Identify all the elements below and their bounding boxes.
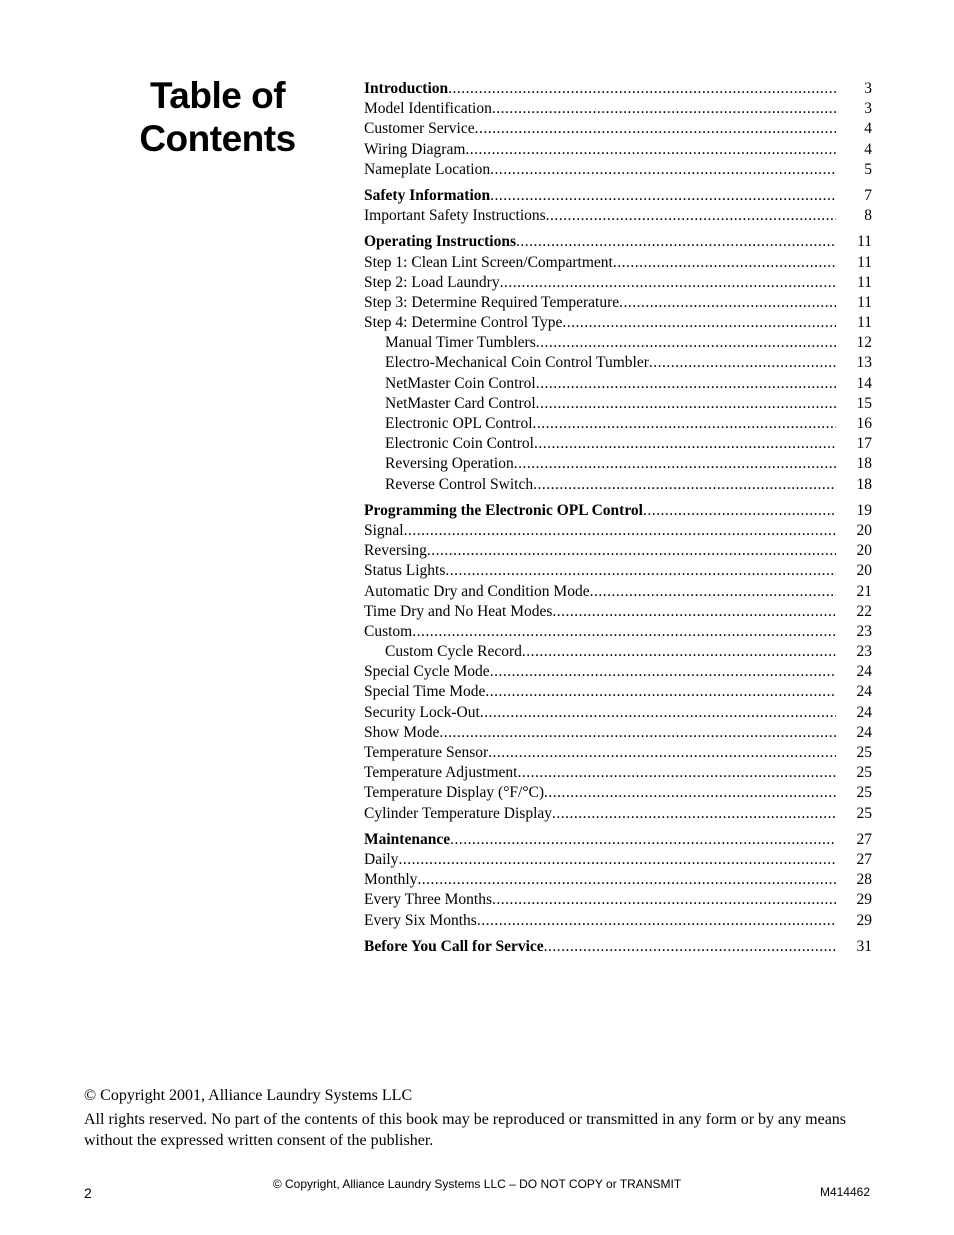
toc-entry[interactable] [364,353,872,373]
toc-entry-label: Customer Service [364,120,475,138]
page-title-line2: Contents [139,118,296,159]
toc-entry-page: 18 [856,475,872,493]
dot-leader [465,140,836,160]
toc-entry-page: 20 [856,542,872,560]
toc-entry-page: 24 [856,703,872,721]
dot-leader [533,414,836,434]
toc-entry-label: Special Cycle Mode [364,663,490,681]
toc-entry-label: NetMaster Card Control [385,394,536,412]
dot-leader [533,475,836,495]
toc-entry-page: 11 [857,314,872,332]
toc-entry[interactable] [364,662,872,682]
toc-entry-label: Wiring Diagram [364,140,466,158]
toc-entry-label: Special Time Mode [364,683,486,701]
dot-leader [490,160,836,180]
toc-section-heading[interactable] [364,186,872,206]
toc-section-heading[interactable] [364,232,872,252]
dot-leader [514,454,836,474]
toc-section-heading[interactable] [364,937,872,957]
toc-entry-label: Introduction [364,80,449,97]
toc-entry-label: Step 1: Clean Lint Screen/Compartment [364,253,613,271]
toc-entry[interactable] [364,475,872,495]
toc-entry-label: Show Mode [364,723,440,741]
toc-entry[interactable] [364,253,872,273]
toc-entry[interactable] [364,434,872,454]
toc-entry-page: 4 [864,140,872,158]
toc-entry[interactable] [364,642,872,662]
dot-leader [427,541,836,561]
toc-entry-label: Cylinder Temperature Display [364,804,553,822]
dot-leader [562,313,836,333]
toc-entry[interactable] [364,521,872,541]
dot-leader [619,293,836,313]
dot-leader [488,743,836,763]
toc-entry-label: Temperature Display (°F/°C) [364,784,545,802]
toc-section-heading[interactable] [364,79,872,99]
toc-entry-page: 27 [856,850,872,868]
toc-entry[interactable] [364,723,872,743]
toc-entry[interactable] [364,541,872,561]
toc-entry-label: Monthly [364,871,418,889]
toc-entry[interactable] [364,374,872,394]
toc-entry[interactable] [364,273,872,293]
dot-leader [552,804,836,824]
dot-leader [536,333,836,353]
dot-leader [544,783,836,803]
toc-entry-label: NetMaster Coin Control [385,374,536,392]
dot-leader [613,253,836,273]
toc-entry-label: Model Identification [364,100,492,118]
toc-entry-page: 11 [857,273,872,291]
toc-entry[interactable] [364,414,872,434]
toc-entry-label: Custom Cycle Record [385,643,522,661]
toc-entry[interactable] [364,582,872,602]
toc-section [364,186,872,226]
toc-entry[interactable] [364,602,872,622]
page-title [100,74,335,160]
footer-copyright-notice: © Copyright, Alliance Laundry Systems LLC – DO NOT COPY or TRANSMIT [272,1177,682,1191]
toc-entry-label: Safety Information [364,186,491,204]
toc-entry-page: 18 [856,455,872,473]
toc-entry-page: 31 [856,937,872,955]
dot-leader [500,273,836,293]
dot-leader [439,723,836,743]
toc-entry[interactable] [364,783,872,803]
toc-entry-page: 11 [857,233,872,251]
toc-entry-label: Nameplate Location [364,160,491,178]
toc-entry[interactable] [364,763,872,783]
dot-leader [552,602,836,622]
toc-entry[interactable] [364,293,872,313]
dot-leader [492,890,836,910]
toc-entry-page: 11 [857,293,872,311]
toc-entry-page: 5 [864,160,872,178]
toc-entry-page: 20 [856,521,872,539]
toc-entry-page: 3 [864,80,872,97]
toc-entry-page: 14 [856,374,872,392]
toc-entry-page: 21 [856,582,872,600]
toc-entry[interactable] [364,140,872,160]
toc-entry-label: Every Three Months [364,891,492,909]
toc-entry[interactable] [364,890,872,910]
toc-entry-label: Programming the Electronic OPL Control [364,501,643,519]
toc-section [364,79,872,180]
toc-entry[interactable] [364,119,872,139]
dot-leader [490,186,836,206]
table-of-contents [364,79,872,963]
dot-leader [480,703,836,723]
toc-entry-label: Electronic Coin Control [385,435,534,453]
dot-leader [536,394,836,414]
dot-leader [490,662,836,682]
toc-entry-label: Before You Call for Service [364,937,544,955]
toc-entry-page: 24 [856,663,872,681]
toc-entry[interactable] [364,206,872,226]
toc-section [364,830,872,931]
dot-leader [398,850,836,870]
toc-entry-label: Daily [364,850,399,868]
toc-entry[interactable] [364,850,872,870]
dot-leader [517,763,836,783]
dot-leader [522,642,836,662]
dot-leader [536,374,836,394]
toc-entry[interactable] [364,743,872,763]
toc-entry-page: 17 [856,435,872,453]
toc-section [364,232,872,494]
dot-leader [445,561,836,581]
toc-entry[interactable] [364,313,872,333]
toc-entry[interactable] [364,333,872,353]
toc-entry-page: 25 [856,744,872,761]
dot-leader [643,501,836,521]
dot-leader [404,521,836,541]
toc-entry-page: 19 [856,501,872,519]
toc-entry-label: Reverse Control Switch [385,475,534,493]
copyright-block [84,1085,874,1151]
toc-entry-label: Time Dry and No Heat Modes [364,602,553,620]
toc-entry-page: 4 [864,120,872,138]
dot-leader [417,870,836,890]
toc-entry-page: 25 [856,804,872,822]
dot-leader [546,206,836,226]
toc-entry-page: 8 [864,207,872,225]
toc-entry-label: Electronic OPL Control [385,415,533,432]
toc-entry-page: 24 [856,723,872,741]
rights-statement: All rights reserved. No part of the contents of this book may be reproduced or transmitted in any form or by any means without the expressed written consent of the publisher. [84,1111,847,1149]
toc-entry-label: Reversing [364,542,427,560]
toc-entry[interactable] [364,160,872,180]
toc-entry-label: Automatic Dry and Condition Mode [364,582,590,600]
toc-entry-page: 11 [857,253,872,271]
toc-entry[interactable] [364,703,872,723]
toc-entry-label: Important Safety Instructions [364,207,546,225]
dot-leader [475,119,836,139]
footer-page-number: 2 [84,1185,92,1201]
toc-entry-page: 16 [856,415,872,432]
toc-entry-page: 15 [856,394,872,412]
dot-leader [516,232,836,252]
toc-entry-label: Status Lights [364,562,446,580]
toc-entry-label: Step 3: Determine Required Temperature [364,293,620,311]
toc-section-heading[interactable] [364,830,872,850]
dot-leader [477,911,836,931]
dot-leader [590,582,836,602]
toc-entry-label: Temperature Adjustment [364,764,518,782]
toc-section [364,501,872,824]
toc-entry-page: 24 [856,683,872,701]
toc-entry[interactable] [364,454,872,474]
footer-document-number: M414462 [819,1185,870,1199]
dot-leader [492,99,836,119]
toc-entry-label: Temperature Sensor [364,744,489,761]
dot-leader [412,622,836,642]
toc-entry[interactable] [364,804,872,824]
toc-entry-page: 12 [856,334,872,352]
toc-entry-label: Maintenance [364,830,451,848]
dot-leader [485,682,836,702]
toc-entry-label: Operating Instructions [364,233,516,251]
toc-entry[interactable] [364,99,872,119]
toc-entry-page: 7 [864,186,872,204]
toc-entry-page: 28 [856,871,872,889]
toc-entry[interactable] [364,622,872,642]
toc-section [364,937,872,957]
toc-entry-label: Security Lock-Out [364,703,480,721]
toc-entry-page: 23 [856,643,872,661]
toc-entry-label: Manual Timer Tumblers [385,334,536,352]
toc-entry-page: 25 [856,784,872,802]
dot-leader [649,353,836,373]
toc-entry-page: 3 [864,100,872,118]
dot-leader [544,937,836,957]
toc-entry-label: Reversing Operation [385,455,514,473]
toc-entry[interactable] [364,911,872,931]
toc-entry[interactable] [364,682,872,702]
toc-entry-page: 13 [856,354,872,372]
toc-entry-page: 23 [856,622,872,640]
toc-entry-label: Step 4: Determine Control Type [364,314,563,332]
toc-entry-label: Custom [364,622,413,640]
toc-entry[interactable] [364,394,872,414]
toc-entry-page: 22 [856,602,872,620]
toc-entry-page: 27 [856,830,872,848]
toc-entry[interactable] [364,870,872,890]
dot-leader [448,79,836,99]
toc-entry-label: Electro-Mechanical Coin Control Tumbler [385,354,649,372]
dot-leader [534,434,836,454]
dot-leader [450,830,836,850]
toc-entry[interactable] [364,561,872,581]
toc-entry-page: 25 [856,764,872,782]
toc-entry-label: Step 2: Load Laundry [364,273,500,291]
toc-entry-page: 20 [856,562,872,580]
toc-entry-page: 29 [856,911,872,929]
copyright-line: © Copyright 2001, Alliance Laundry Systems LLC [84,1087,413,1104]
toc-section-heading[interactable] [364,501,872,521]
toc-entry-label: Every Six Months [364,911,477,929]
toc-entry-label: Signal [364,521,404,539]
toc-entry-page: 29 [856,891,872,909]
page-title-line1: Table of [149,75,286,116]
